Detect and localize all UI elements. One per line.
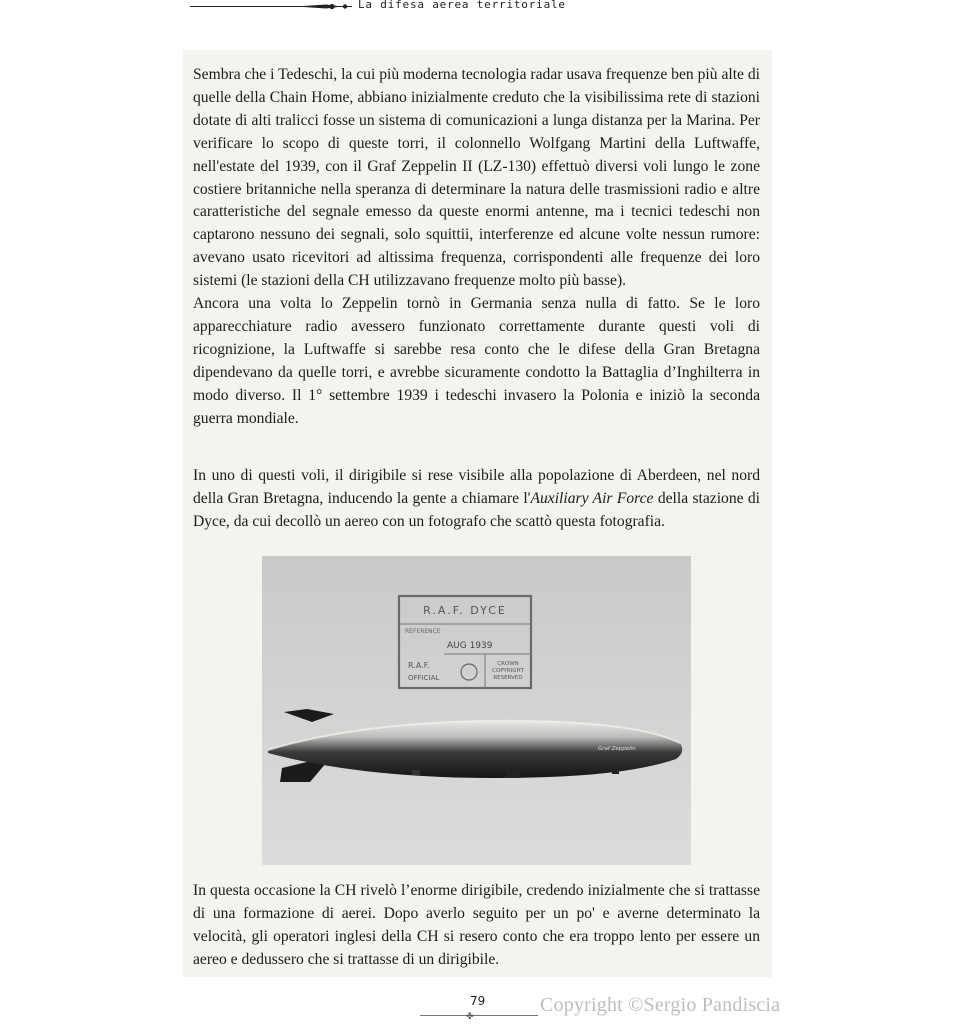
zeppelin-photograph (262, 556, 691, 865)
paragraph-3 (193, 465, 760, 534)
text-block-intro (193, 64, 760, 431)
page-footer (0, 990, 953, 1024)
stamp-station: R.A.F. DYCE (423, 604, 507, 617)
stamp-raf-label: R.A.F. (408, 661, 430, 670)
paragraph-1: Sembra che i Tedeschi, la cui più moderna tecnologia radar usava frequenze ben più alte di quelle della Chain Home, abbiano inizialmente creduto che la visibilissima rete di stazioni dotate di alti tralicci fosse un sistema di comunicazioni a lunga distanza per la Marina. Per verificare lo scopo di queste torri, il colonnello Wolfgang Martini della Luftwaffe, nell'estate del 1939, con il Graf Zeppelin II (LZ-130) effettuò diversi voli lungo le zone costiere britanniche nella speranza di determinare la natura delle trasmissioni radio e altre caratteristiche del segnale emesso da queste enormi antenne, ma i tecnici tedeschi non captarono nessuno dei segnali, solo squittii, interferenze ed alcune volte nessun rumore: avevano usato ricevitori ad altissima frequenza, corrispondenti alle frequenze dei loro sistemi (le stazioni della CH utilizzavano frequenze molto più basse). (193, 66, 760, 290)
text-block-aberdeen (193, 465, 760, 534)
running-header (0, 0, 953, 16)
gondola-rear (612, 768, 619, 774)
hull-name-text: Graf Zeppelin (598, 746, 636, 752)
stamp-crown-1: CROWN (497, 661, 519, 667)
paragraph-3-italic: Auxiliary Air Force (530, 489, 654, 507)
paragraph-3-part-1: In uno di questi voli, il dirigibile si rese visibile alla popolazione di Aberdeen, nel nord della Gran Bretagna, inducendo la gente a chiamare l' (193, 467, 760, 507)
footer-ornament-icon: ✤ (466, 1012, 474, 1022)
stamp-official-label: OFFICIAL (408, 674, 440, 682)
copyright-notice: Copyright ©Sergio Pandiscia (540, 994, 781, 1016)
header-title: La difesa aerea territoriale (358, 0, 566, 11)
raf-stamp (399, 596, 531, 688)
stamp-crown-3: RESERVED (493, 675, 523, 681)
stamp-date: AUG 1939 (447, 641, 493, 651)
gondola-main (506, 771, 520, 778)
crown-seal-icon (461, 664, 477, 680)
text-block-detection (193, 880, 760, 972)
header-ornament-icon (296, 2, 352, 11)
tail-fin-upper (284, 709, 334, 722)
zeppelin-photo-drawing (262, 556, 691, 865)
paragraph-3-part-2: della stazione di Dyce, da cui decollò un aereo con un fotografo che scattò questa fotografia. (193, 489, 760, 530)
paragraph-4: In questa occasione la CH rivelò l’enorme dirigibile, credendo inizialmente che si trattasse di una formazione di aerei. Dopo averlo seguito per un po' e averne determinato la velocità, gli operatori inglesi della CH si resero conto che era troppo lento per essere un aereo e dedussero che si trattasse di un dirigibile. (193, 882, 760, 968)
zeppelin-airship (268, 709, 682, 782)
stamp-crown-2: COPYRIGHT (492, 668, 524, 674)
engine-car (412, 770, 420, 775)
stamp-reference-label: REFERENCE (405, 628, 441, 635)
footer-rule (420, 1015, 538, 1016)
paragraph-2: Ancora una volta lo Zeppelin tornò in Germania senza nulla di fatto. Se le loro apparecchiature radio avessero funzionato correttamente durante questi voli di ricognizione, la Luftwaffe si sarebbe resa conto che le difese della Gran Bretagna dipendevano da quelle torri, e avrebbe sicuramente condotto la Battaglia d’Inghilterra in modo diverso. Il 1° settembre 1939 i tedeschi invasero la Polonia e iniziò la seconda guerra mondiale. (193, 295, 760, 427)
page-number: 79 (470, 994, 486, 1008)
